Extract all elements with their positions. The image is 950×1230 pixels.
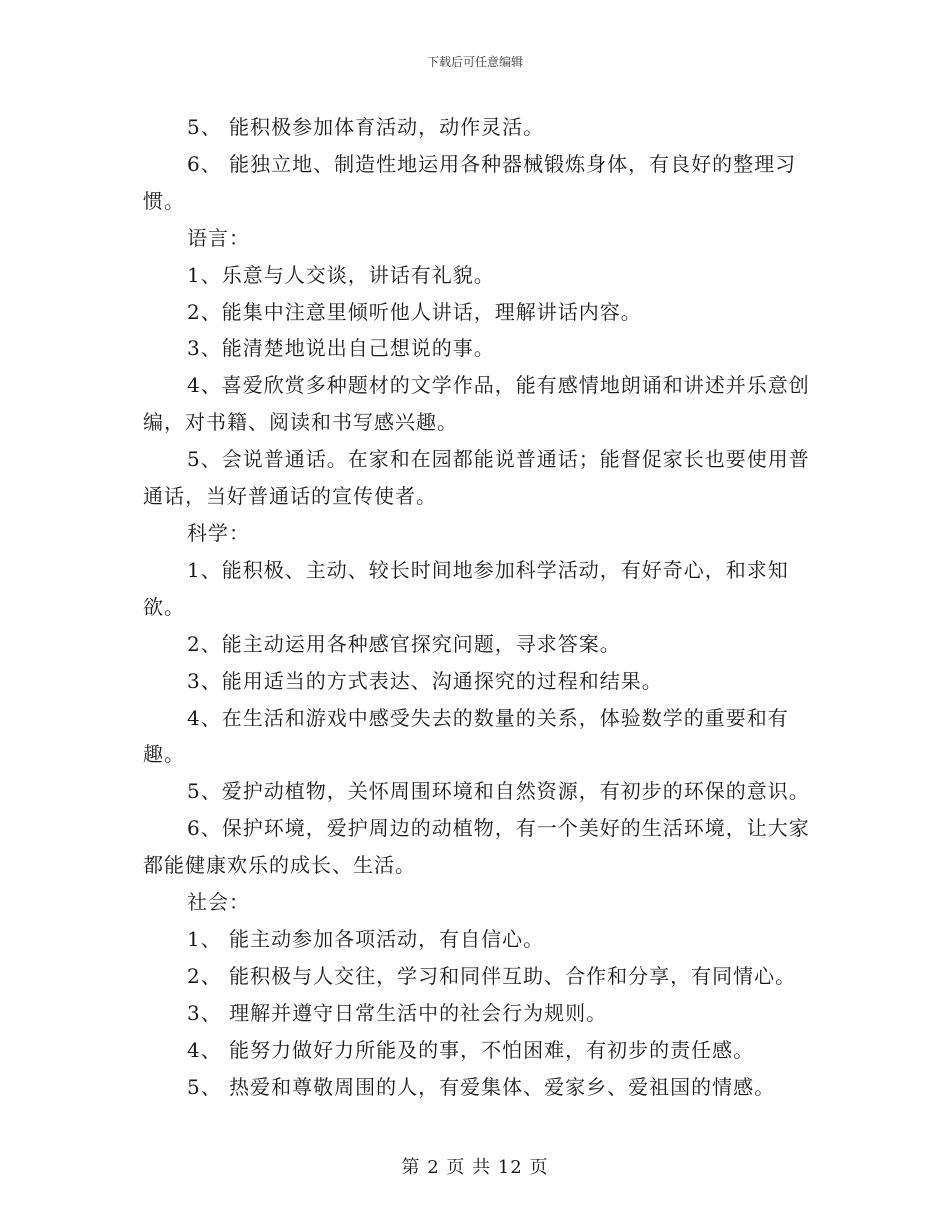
page-number: 第 2 页 共 12 页 bbox=[401, 1157, 549, 1178]
paragraph: 3、 理解并遵守日常生活中的社会行为规则。 bbox=[187, 1000, 608, 1025]
paragraph: 1、 能主动参加各项活动，有自信心。 bbox=[187, 926, 545, 951]
paragraph: 2、 能积极与人交往，学习和同伴互助、合作和分享，有同情心。 bbox=[187, 963, 797, 988]
paragraph: 4、 能努力做好力所能及的事，不怕困难，有初步的责任感。 bbox=[187, 1037, 755, 1062]
paragraph: 5、 能积极参加体育活动，动作灵活。 bbox=[187, 115, 545, 139]
paragraph: 2、能集中注意里倾听他人讲话，理解讲话内容。 bbox=[187, 299, 642, 324]
paragraph: 6、保护环境，爱护周边的动植物，有一个美好的生活环境，让大家都能健康欢乐的成长、生活。 bbox=[143, 816, 810, 878]
document-body bbox=[143, 109, 813, 1105]
paragraph: 5、会说普通话。在家和在园都能说普通话；能督促家长也要使用普通话，当好普通话的宣传使者。 bbox=[143, 447, 810, 509]
section-heading-society: 社会： bbox=[187, 890, 250, 915]
section-heading-science: 科学： bbox=[187, 520, 250, 545]
paragraph: 4、喜爱欣赏多种题材的文学作品，能有感情地朗诵和讲述并乐意创编，对书籍、阅读和书写感兴趣。 bbox=[143, 373, 810, 435]
paragraph: 4、在生活和游戏中感受失去的数量的关系，体验数学的重要和有趣。 bbox=[143, 705, 789, 767]
paragraph: 3、能用适当的方式表达、沟通探究的过程和结果。 bbox=[187, 668, 663, 693]
paragraph: 5、爱护动植物，关怀周围环境和自然资源，有初步的环保的意识。 bbox=[187, 779, 810, 804]
paragraph: 6、 能独立地、制造性地运用各种器械锻炼身体，有良好的整理习惯。 bbox=[143, 151, 797, 213]
paragraph: 2、能主动运用各种感官探究问题，寻求答案。 bbox=[187, 631, 621, 656]
section-heading-language: 语言： bbox=[187, 225, 250, 250]
paragraph: 1、乐意与人交谈，讲话有礼貌。 bbox=[187, 262, 495, 287]
paragraph: 1、能积极、主动、较长时间地参加科学活动，有好奇心，和求知欲。 bbox=[143, 557, 789, 619]
paragraph: 5、 热爱和尊敬周围的人，有爱集体、爱家乡、爱祖国的情感。 bbox=[187, 1074, 776, 1099]
paragraph: 3、能清楚地说出自己想说的事。 bbox=[187, 336, 495, 361]
page-header: 下载后可任意编辑 bbox=[426, 55, 523, 69]
